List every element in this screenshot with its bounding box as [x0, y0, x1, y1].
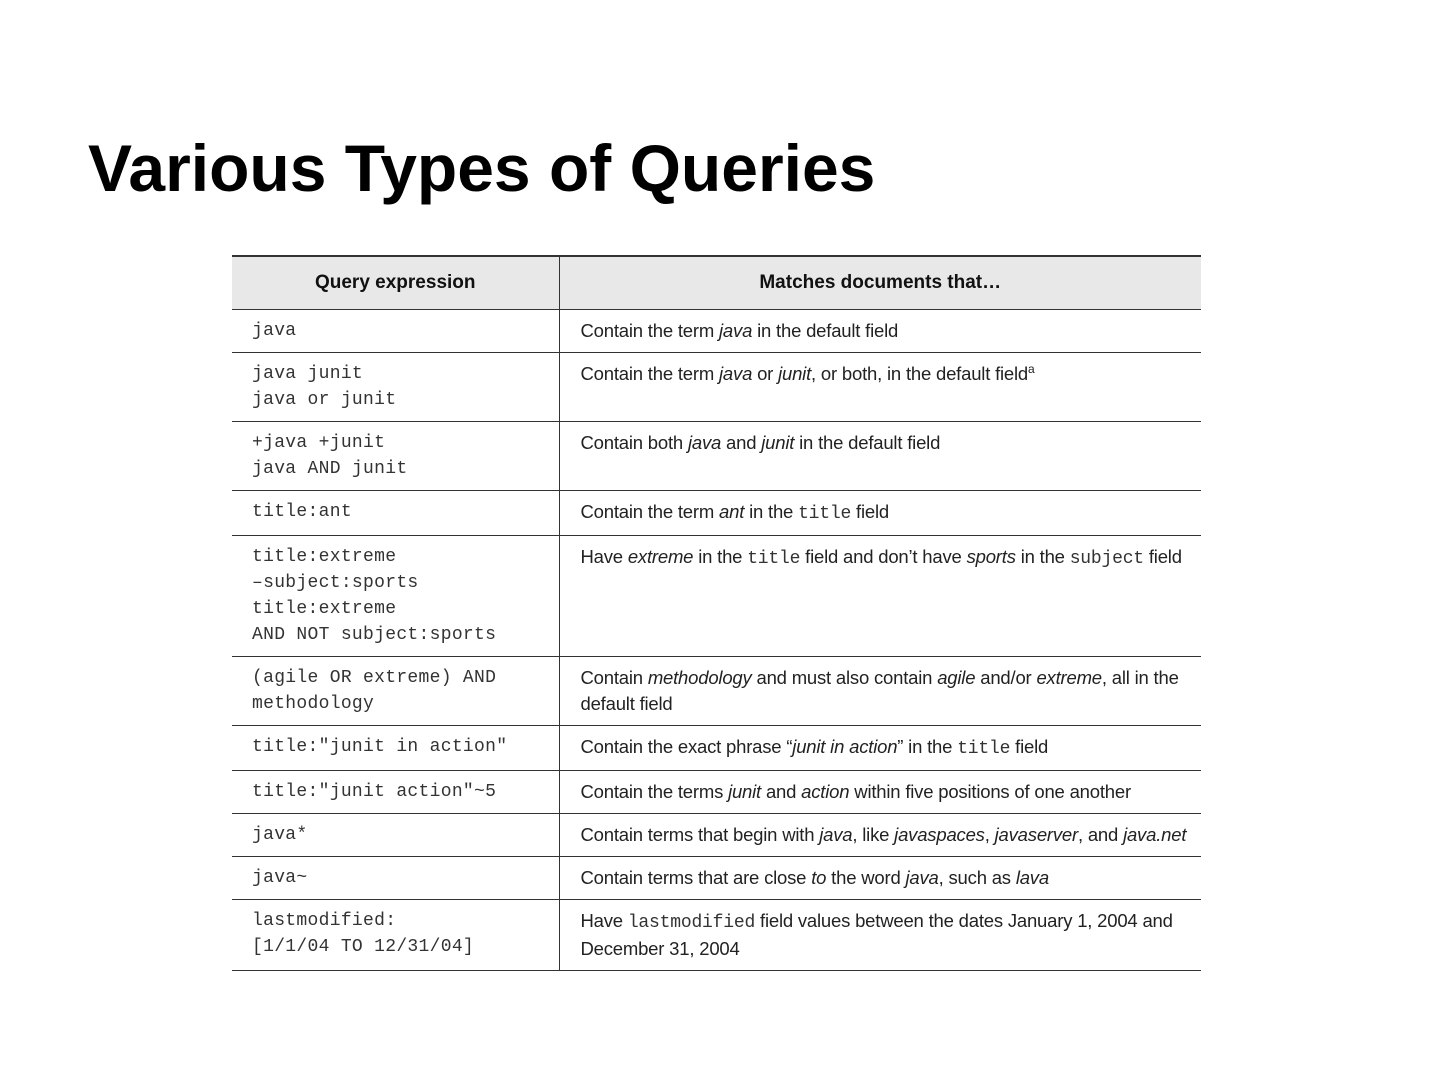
description-segment: Contain terms that are close [580, 867, 812, 888]
description-segment: java [687, 432, 722, 453]
description-segment: subject [1069, 549, 1144, 569]
table-row [232, 857, 1201, 900]
description-segment: junit [728, 781, 762, 802]
description-segment: sports [966, 546, 1016, 567]
description-segment: , and [1077, 824, 1124, 845]
description-segment: junit [778, 363, 812, 384]
description-segment: Contain [580, 667, 648, 688]
description-segment: agile [937, 667, 976, 688]
description-segment: junit in action [792, 736, 898, 757]
table-body [232, 310, 1201, 971]
description-segment: the word [826, 867, 906, 888]
description-segment: field values between the dates January 1, 2004 and December 31, 2004 [580, 910, 1173, 959]
description-segment: or [752, 363, 779, 384]
query-expression-cell: java~ [232, 857, 559, 900]
description-segment: field and don’t have [800, 546, 967, 567]
match-description-cell [559, 353, 1201, 422]
description-segment: , [984, 824, 995, 845]
query-expression-cell: java* [232, 814, 559, 857]
table-row [232, 536, 1201, 657]
description-segment: in the default field [752, 320, 899, 341]
description-segment: within five positions of one another [849, 781, 1131, 802]
description-segment: javaserver [994, 824, 1078, 845]
description-segment: ant [719, 501, 745, 522]
query-expression-cell: title:"junit in action" [232, 726, 559, 771]
description-segment: in the default field [794, 432, 941, 453]
table-row [232, 771, 1201, 814]
table-row [232, 353, 1201, 422]
description-segment: Contain the term [580, 363, 720, 384]
description-segment: Have [580, 546, 628, 567]
description-segment: Have [580, 910, 628, 931]
description-segment: to [811, 867, 827, 888]
description-segment: and must also contain [751, 667, 938, 688]
match-description-cell [559, 536, 1201, 657]
description-segment: java [719, 363, 753, 384]
description-segment: methodology [647, 667, 752, 688]
header-matches-documents: Matches documents that… [559, 256, 1201, 310]
description-segment: title [957, 739, 1011, 759]
query-types-table-container [232, 255, 1201, 971]
match-description-cell [559, 726, 1201, 771]
description-segment: , all in the default field [580, 667, 1179, 714]
description-segment: , such as [938, 867, 1016, 888]
description-segment: field [851, 501, 889, 522]
description-segment: ” in the [897, 736, 958, 757]
description-segment: junit [761, 432, 795, 453]
query-expression-cell: title:extreme –subject:sports title:extreme AND NOT subject:sports [232, 536, 559, 657]
table-row [232, 726, 1201, 771]
description-segment: extreme [627, 546, 694, 567]
match-description-cell [559, 900, 1201, 971]
query-expression-cell: java junit java or junit [232, 353, 559, 422]
description-segment: lava [1015, 867, 1049, 888]
description-segment: java [905, 867, 939, 888]
description-segment: and/or [975, 667, 1037, 688]
description-segment: java [819, 824, 853, 845]
description-segment: , or both, in the default field [811, 363, 1029, 384]
description-segment: Contain the term [580, 501, 720, 522]
query-expression-cell: +java +junit java AND junit [232, 422, 559, 491]
match-description-cell [559, 422, 1201, 491]
table-row [232, 657, 1201, 726]
slide-title: Various Types of Queries [88, 131, 876, 205]
table-row [232, 422, 1201, 491]
header-query-expression: Query expression [232, 256, 559, 310]
query-expression-cell: title:ant [232, 491, 559, 536]
description-segment: a [1028, 361, 1035, 376]
description-segment: field [1010, 736, 1049, 757]
table-row [232, 814, 1201, 857]
match-description-cell [559, 657, 1201, 726]
description-segment: javaspaces [894, 824, 985, 845]
description-segment: action [801, 781, 850, 802]
query-expression-cell: lastmodified: [1/1/04 TO 12/31/04] [232, 900, 559, 971]
match-description-cell [559, 814, 1201, 857]
match-description-cell [559, 771, 1201, 814]
description-segment: title [798, 504, 852, 524]
description-segment: Contain terms that begin with [580, 824, 820, 845]
description-segment: lastmodified [627, 913, 756, 933]
table-row [232, 491, 1201, 536]
query-expression-cell: java [232, 310, 559, 353]
description-segment: Contain both [580, 432, 688, 453]
table-row [232, 310, 1201, 353]
query-expression-cell: (agile OR extreme) AND methodology [232, 657, 559, 726]
description-segment: in the [1015, 546, 1070, 567]
description-segment: and [721, 432, 762, 453]
description-segment: in the [744, 501, 799, 522]
query-types-table [232, 255, 1201, 971]
table-row [232, 900, 1201, 971]
description-segment: title [747, 549, 801, 569]
query-expression-cell: title:"junit action"~5 [232, 771, 559, 814]
description-segment: , like [852, 824, 895, 845]
match-description-cell [559, 310, 1201, 353]
description-segment: java [719, 320, 753, 341]
description-segment: java.net [1123, 824, 1187, 845]
description-segment: and [761, 781, 802, 802]
description-segment: Contain the exact phrase “ [580, 736, 793, 757]
match-description-cell [559, 491, 1201, 536]
description-segment: field [1143, 546, 1182, 567]
match-description-cell [559, 857, 1201, 900]
description-segment: extreme [1036, 667, 1102, 688]
description-segment: Contain the terms [580, 781, 729, 802]
description-segment: in the [693, 546, 748, 567]
table-header-row [232, 256, 1201, 310]
description-segment: Contain the term [580, 320, 720, 341]
